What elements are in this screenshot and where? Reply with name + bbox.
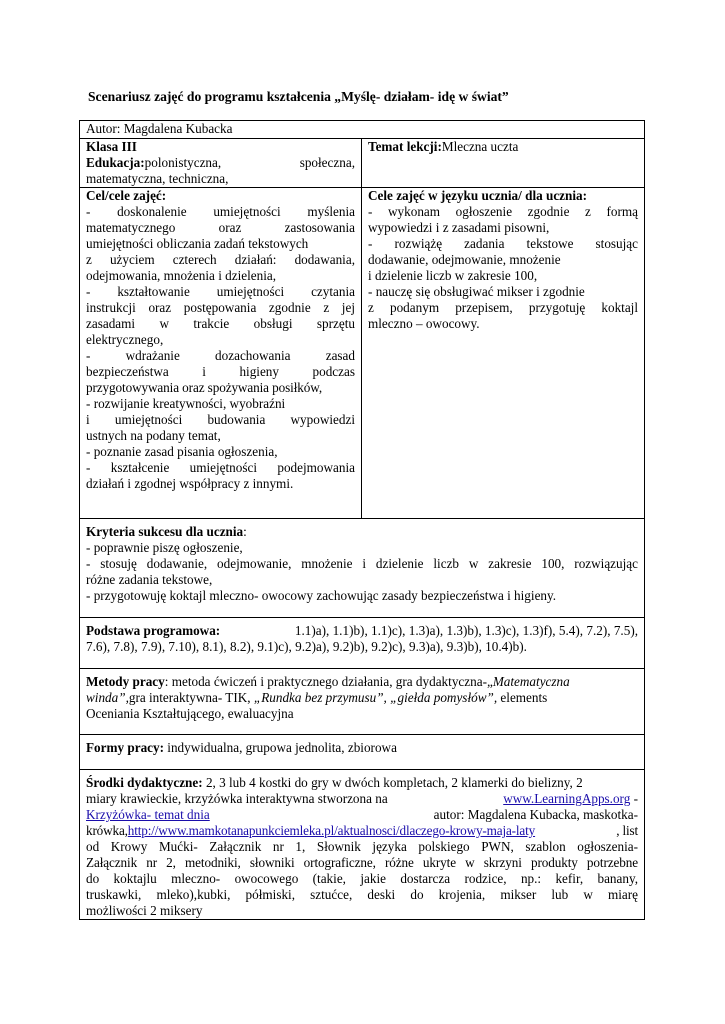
goal-line: - rozwijanie kreatywności, wyobraźni xyxy=(86,396,286,411)
methods-heading: Metody pracy xyxy=(86,674,165,689)
goal-line: instrukcji oraz postępowania zgodnie z jej xyxy=(86,300,355,315)
goal-line: odejmowania, mnożenia i dzielenia, xyxy=(86,268,277,283)
curriculum-cell xyxy=(80,618,645,669)
resources-text: 2, 3 lub 4 kostki do gry w dwóch kompletach, 2 klamerki do bielizny, 2 xyxy=(202,775,583,790)
curriculum-line-2: 7.6), 7.8), 7.9), 7.10), 8.1), 8.2), 9.1)c), 9.2)a), 9.2)b), 9.2)c), 9.3)a), 9.3)b), 10.4)b). xyxy=(86,639,527,654)
resources-line: do koktajlu mleczno- owocowego (takie, jakie dostarcza rodzice, np.: kefir, banany, xyxy=(86,871,639,886)
curriculum-row xyxy=(80,618,645,669)
resources-text: autor: Magdalena Kubacka, maskotka- xyxy=(433,807,639,822)
goal-line: i umiejętności budowania wypowiedzi xyxy=(86,412,355,427)
lesson-plan-table xyxy=(79,120,645,920)
goal-line: - doskonalenie umiejętności myślenia xyxy=(86,204,355,219)
topic-label: Temat lekcji: xyxy=(368,139,442,154)
resources-line: możliwości 2 miksery xyxy=(86,903,203,918)
goals-row xyxy=(80,188,645,519)
methods-line-3: Oceniania Kształtującego, ewaluacyjna xyxy=(86,706,294,721)
goal-line: - wdrażanie dozachowania zasad xyxy=(86,348,355,363)
education-value-1: polonistyczna, xyxy=(144,155,222,170)
criteria-colon: : xyxy=(243,524,247,539)
goal-line: - kształtowanie umiejętności czytania xyxy=(86,284,355,299)
education-value-3: matematyczna, techniczna, xyxy=(86,171,229,186)
resources-line: Załącznik nr 2, metodniki, słowniki ortograficzne, różne ukryte w skrzyni produkty potrzebne xyxy=(86,855,639,870)
student-goals-heading: Cele zajęć w języku ucznia/ dla ucznia: xyxy=(368,188,588,203)
topic-value: Mleczna uczta xyxy=(441,139,519,154)
forms-cell xyxy=(80,735,645,770)
goal-line: bezpieczeństwa i higieny podczas xyxy=(86,364,355,379)
resources-text: krówka, xyxy=(86,823,128,838)
goal-line: ustnych na podany temat, xyxy=(86,428,221,443)
education-label: Edukacja: xyxy=(86,155,145,170)
crossword-link[interactable]: Krzyżówka- temat dnia xyxy=(86,807,210,822)
forms-heading: Formy pracy: xyxy=(86,740,164,755)
methods-text: : metoda ćwiczeń i praktycznego działania, gra dydaktyczna-„ xyxy=(164,674,493,689)
resources-text: miary krawieckie, krzyżówka interaktywna stworzona na xyxy=(86,791,388,806)
cow-article-link[interactable]: http://www.mamkotanapunkciemleka.pl/aktualnosci/dlaczego-krowy-maja-laty xyxy=(127,823,536,838)
curriculum-line-1: 1.1)a), 1.1)b), 1.1)c), 1.3)a), 1.3)b), 1.3)c), 1.3)f), 5.4), 7.2), 7.5), xyxy=(294,623,639,638)
class-topic-row xyxy=(80,139,645,188)
student-goal-line: - nauczę się obsługiwać mikser i zgodnie xyxy=(368,284,585,299)
resources-cell xyxy=(80,770,645,920)
resources-row xyxy=(80,770,645,920)
resources-heading: Środki dydaktyczne: xyxy=(86,775,203,790)
goal-line: działań i zgodnej współpracy z innymi. xyxy=(86,476,294,491)
goal-line: przygotowywania oraz spożywania posiłków, xyxy=(86,380,323,395)
resources-text: - xyxy=(630,791,639,806)
methods-text-2: gra interaktywna- TIK, xyxy=(128,690,254,705)
goal-line: umiejętności obliczania zadań tekstowych xyxy=(86,236,309,251)
author-cell: Autor: Magdalena Kubacka xyxy=(80,121,645,139)
criteria-row xyxy=(80,519,645,618)
resources-text: , list xyxy=(616,823,639,838)
goal-line: matematycznego oraz zastosowania xyxy=(86,220,355,235)
goal-line: - poznanie zasad pisania ogłoszenia, xyxy=(86,444,278,459)
student-goal-line: mleczno – owocowy. xyxy=(368,316,480,331)
goal-line: elektrycznego, xyxy=(86,332,164,347)
methods-row xyxy=(80,669,645,735)
author-row xyxy=(80,121,645,139)
goals-heading: Cel/cele zajęć: xyxy=(86,188,167,203)
student-goal-line: i dzielenie liczb w zakresie 100, xyxy=(368,268,538,283)
methods-game-name-end: winda”, xyxy=(86,690,129,705)
learningapps-link[interactable]: www.LearningApps.org xyxy=(503,791,631,806)
criteria-line: - poprawnie piszę ogłoszenie, xyxy=(86,540,243,555)
student-goal-line: - wykonam ogłoszenie zgodnie z formą xyxy=(368,204,639,219)
student-goal-line: z podanym przepisem, przygotuję koktajl xyxy=(368,300,639,315)
forms-value: indywidualna, grupowa jednolita, zbiorowa xyxy=(164,740,397,755)
forms-row xyxy=(80,735,645,770)
class-cell xyxy=(80,139,362,188)
student-goal-line: dodawanie, odejmowanie, mnożenie xyxy=(368,252,561,267)
class-label: Klasa III xyxy=(86,139,137,154)
criteria-line: różne zadania tekstowe, xyxy=(86,572,213,587)
goal-line: z użyciem czterech działań: dodawania, xyxy=(86,252,355,267)
student-goal-line: - rozwiążę zadania tekstowe stosując xyxy=(368,236,639,251)
resources-line: od Krowy Mućki- Załącznik nr 1, Słownik języka polskiego PWN, szablon ogłoszenia- xyxy=(86,839,639,854)
methods-game-name: Matematyczna xyxy=(492,674,570,689)
goal-line: zasadami w trakcie obsługi sprzętu xyxy=(86,316,355,331)
criteria-cell xyxy=(80,519,645,618)
criteria-line: - przygotowuję koktajl mleczno- owocowy zachowując zasady bezpieczeństwa i higieny. xyxy=(86,588,557,603)
student-goals-cell xyxy=(362,188,645,519)
topic-cell xyxy=(362,139,645,188)
methods-techniques: „Rundka bez przymusu”, „giełda pomysłów”, xyxy=(253,690,498,705)
criteria-heading: Kryteria sukcesu dla ucznia xyxy=(86,524,244,539)
methods-cell xyxy=(80,669,645,735)
methods-text-3: elements xyxy=(497,690,548,705)
document-title: Scenariusz zajęć do programu kształcenia „Myślę- działam- idę w świat” xyxy=(88,89,509,104)
criteria-line: - stosuję dodawanie, odejmowanie, mnożenie i dzielenie liczb w zakresie 100, rozwiązując xyxy=(86,556,639,571)
education-value-2: społeczna, xyxy=(299,155,355,170)
goal-line: - kształcenie umiejętności podejmowania xyxy=(86,460,355,475)
curriculum-heading: Podstawa programowa: xyxy=(86,623,221,638)
goals-cell xyxy=(80,188,362,519)
student-goal-line: wypowiedzi i z zasadami pisowni, xyxy=(368,220,550,235)
resources-line: truskawki, mleko),kubki, półmiski, sztućce, deski do krojenia, mikser lub w miarę xyxy=(86,887,639,902)
